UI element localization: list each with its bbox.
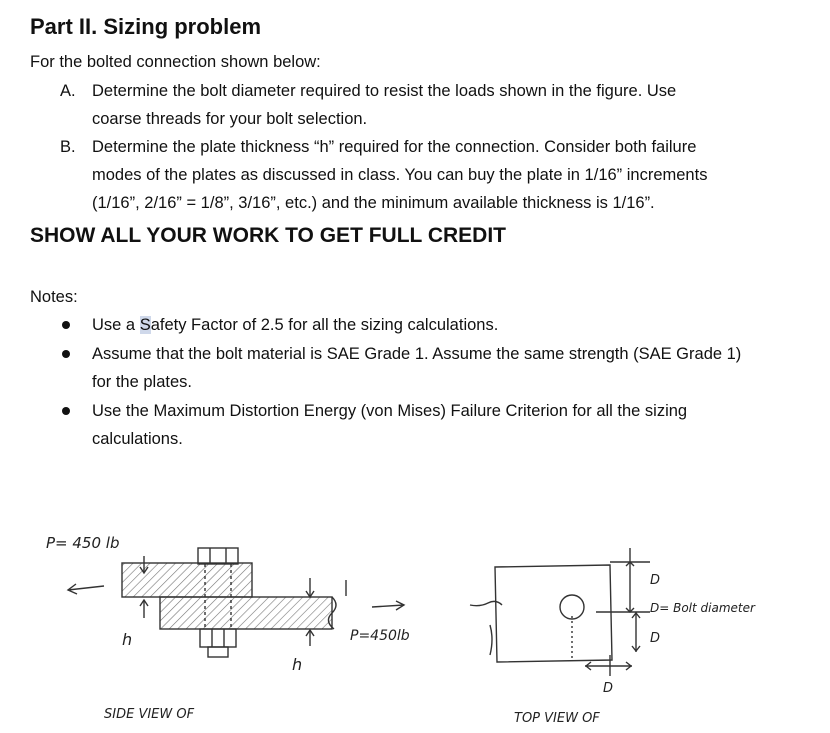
edge-distance-label: D bbox=[650, 573, 661, 588]
item-a-label: A. bbox=[60, 82, 76, 100]
bolted-connection-figure bbox=[0, 520, 830, 733]
item-b-label: B. bbox=[60, 138, 76, 156]
top-view-drawing bbox=[470, 548, 650, 676]
note-2-line-2: for the plates. bbox=[92, 373, 192, 391]
thickness-right-label: h bbox=[292, 655, 303, 674]
right-load-arrow bbox=[372, 605, 404, 607]
bullet-1 bbox=[62, 321, 70, 329]
bolt-tip bbox=[208, 647, 228, 657]
item-a-line-2: coarse threads for your bolt selection. bbox=[92, 110, 368, 128]
load-left-label: P= 450 lb bbox=[46, 534, 120, 552]
page-title: Part II. Sizing problem bbox=[30, 14, 262, 39]
note-2-line-1: Assume that the bolt material is SAE Grade 1. Assume the same strength (SAE Grade 1) bbox=[92, 345, 742, 363]
bullet-3 bbox=[62, 407, 70, 415]
top-view-caption: TOP VIEW OF bbox=[514, 711, 600, 726]
bullet-2 bbox=[62, 350, 70, 358]
emphasis-heading: SHOW ALL YOUR WORK TO GET FULL CREDIT bbox=[30, 224, 506, 247]
edge-distance-label-2: D bbox=[650, 631, 661, 646]
item-b-line-2: modes of the plates as discussed in class. You can buy the plate in 1/16” increments bbox=[92, 166, 708, 184]
note-3-line-1: Use the Maximum Distortion Energy (von Mises) Failure Criterion for all the sizing bbox=[92, 402, 688, 420]
bolt-head bbox=[198, 548, 238, 564]
side-view-caption: SIDE VIEW OF bbox=[104, 707, 195, 722]
top-plate-outline bbox=[495, 565, 612, 662]
load-right-label: P=450lb bbox=[350, 628, 410, 644]
thickness-left-label: h bbox=[122, 630, 133, 649]
intro-text: For the bolted connection shown below: bbox=[30, 53, 321, 71]
bolt-diameter-note: D= Bolt diameter bbox=[650, 601, 755, 615]
note-1: Use a Safety Factor of 2.5 for all the sizing calculations. bbox=[92, 316, 499, 334]
bolt-hole bbox=[560, 595, 584, 619]
note-3-line-2: calculations. bbox=[92, 430, 183, 448]
item-a-line-1: Determine the bolt diameter required to resist the loads shown in the figure. Use bbox=[92, 82, 677, 100]
edge-distance-bottom-label: D bbox=[603, 681, 614, 696]
item-b-line-1: Determine the plate thickness “h” required for the connection. Consider both failure bbox=[92, 138, 697, 156]
lower-plate bbox=[160, 597, 332, 629]
notes-label: Notes: bbox=[30, 288, 78, 306]
item-b-line-3: (1/16”, 2/16” = 1/8”, 3/16”, etc.) and the minimum available thickness is 1/16”. bbox=[92, 194, 655, 212]
bolt-nut bbox=[200, 629, 236, 647]
